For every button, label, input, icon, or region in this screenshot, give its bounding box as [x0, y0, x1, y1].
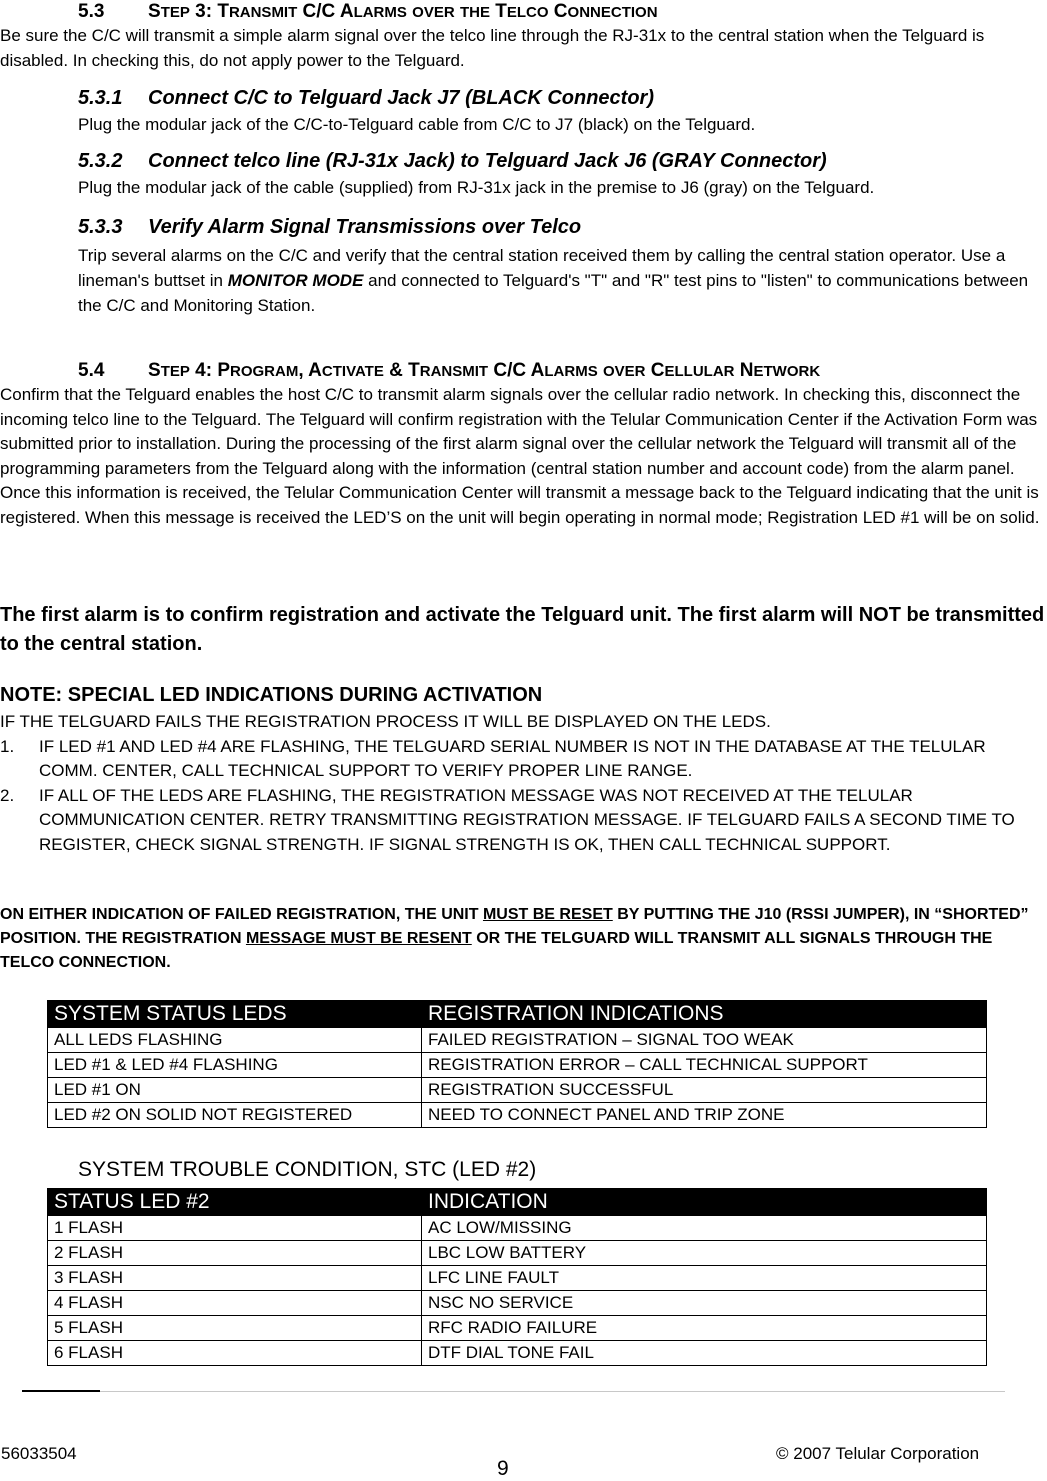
note-heading: NOTE: SPECIAL LED INDICATIONS DURING ACTIVATION — [0, 684, 543, 706]
section-number: 5.4 — [78, 360, 105, 381]
table-row: LED #2 ON SOLID NOT REGISTERED NEED TO CONNECT PANEL AND TRIP ZONE — [48, 1103, 987, 1128]
section-heading-5-3 — [78, 1, 658, 23]
table-header-cell: SYSTEM STATUS LEDS — [48, 1001, 422, 1028]
must-be-reset-emphasis: MUST BE RESET — [482, 906, 613, 923]
table-row: LED #1 ON REGISTRATION SUCCESSFUL — [48, 1078, 987, 1103]
subsection-heading-5-3-2: 5.3.2 Connect telco line (RJ-31x Jack) to Telguard Jack J6 (GRAY Connector) — [78, 150, 827, 172]
table-header-cell: INDICATION — [422, 1189, 987, 1216]
subsection-5-3-1-body: Plug the modular jack of the C/C-to-Telguard cable from C/C to J7 (black) on the Telguard. — [78, 115, 756, 134]
table-row: 3 FLASH LFC LINE FAULT — [48, 1266, 987, 1291]
note-body — [0, 710, 1047, 857]
subsection-heading-5-3-1: 5.3.1 Connect C/C to Telguard Jack J7 (BLACK Connector) — [78, 87, 654, 109]
section-title: STEP 3: TRANSMIT C/C ALARMS OVER THE TELCO CONNECTION — [148, 1, 658, 22]
footer-copyright: © 2007 Telular Corporation — [776, 1444, 980, 1463]
monitor-mode-emphasis: MONITOR MODE — [227, 271, 364, 290]
table-header-cell: STATUS LED #2 — [48, 1189, 422, 1216]
reset-warning: ON EITHER INDICATION OF FAILED REGISTRATION, THE UNIT MUST BE RESET BY PUTTING THE J10 (RSSI JUMPER), IN “SHORTED” POSITION. THE REGISTRATION MESSAGE MUST BE RESENT OR THE TELGUARD WILL TRANSMIT ALL SIGNALS THROUGH THE TELCO CONNECTION. — [0, 906, 1029, 971]
table-header-row — [48, 1189, 987, 1216]
first-alarm-note: The first alarm is to confirm registration and activate the Telguard unit. The first alarm will NOT be transmitted to the central station. — [0, 604, 1045, 655]
section-5-3-body: Be sure the C/C will transmit a simple alarm signal over the telco line through the RJ-31x to the central station when the Telguard is disabled. In checking this, do not apply power to the Telguard. — [0, 26, 985, 70]
section-heading-5-4 — [78, 360, 820, 382]
table-row: 6 FLASH DTF DIAL TONE FAIL — [48, 1341, 987, 1366]
subsection-5-3-3-body: Trip several alarms on the C/C and verify that the central station received them by calling the central station operator. Use a lineman's buttset in MONITOR MODE and connected to Telguard's "T" and "R" test pins to "listen" to communications between the C/C and Monitoring Station. — [78, 246, 1029, 315]
footer-page-number: 9 — [497, 1457, 509, 1480]
section-title: STEP 4: PROGRAM, ACTIVATE & TRANSMIT C/C ALARMS OVER CELLULAR NETWORK — [148, 360, 821, 381]
table-caption: SYSTEM TROUBLE CONDITION, STC (LED #2) — [78, 1158, 537, 1181]
table-row: 2 FLASH LBC LOW BATTERY — [48, 1241, 987, 1266]
footer-rule-accent — [22, 1390, 100, 1392]
table-header-cell: REGISTRATION INDICATIONS — [422, 1001, 987, 1028]
note-list-item: 1. IF LED #1 AND LED #4 ARE FLASHING, THE TELGUARD SERIAL NUMBER IS NOT IN THE DATABASE AT THE TELULAR COMM. CENTER, CALL TECHNICAL SUPPORT TO VERIFY PROPER LINE RANGE. — [0, 736, 986, 780]
table-row: 4 FLASH NSC NO SERVICE — [48, 1291, 987, 1316]
registration-indications-table — [47, 1000, 987, 1128]
subsection-5-3-2-body: Plug the modular jack of the cable (supplied) from RJ-31x jack in the premise to J6 (gray) on the Telguard. — [78, 178, 875, 197]
subsection-heading-5-3-3: 5.3.3 Verify Alarm Signal Transmissions over Telco — [78, 216, 582, 238]
note-list-item: 2. IF ALL OF THE LEDS ARE FLASHING, THE REGISTRATION MESSAGE WAS NOT RECEIVED AT THE TELULAR COMMUNICATION CENTER. RETRY TRANSMITTING REGISTRATION MESSAGE. IF TELGUARD FAILS A SECOND TIME TO REGISTER, CHECK SIGNAL STRENGTH. IF SIGNAL STRENGTH IS OK, THEN CALL TECHNICAL SUPPORT. — [0, 785, 1015, 854]
trouble-condition-table — [47, 1188, 987, 1366]
footer-rule — [100, 1391, 1005, 1392]
section-5-4-body: Confirm that the Telguard enables the host C/C to transmit alarm signals over the cellular radio network. In checking this, disconnect the incoming telco line to the Telguard. The Telguard will confirm registration with the Telular Communication Center if the Activation Form was submitted prior to installation. During the processing of the first alarm signal over the cellular network the Telguard will transmit all of the programming parameters from the Telguard along with the information (central station number and account code) from the alarm panel. Once this information is received, the Telular Communication Center will transmit a message back to the Telguard indicating that the unit is registered. When this message is received the LED’S on the unit will begin operating in normal mode; Registration LED #1 will be on solid. — [0, 385, 1040, 527]
table-row: 1 FLASH AC LOW/MISSING — [48, 1216, 987, 1241]
table-header-row — [48, 1001, 987, 1028]
message-must-be-resent-emphasis: MESSAGE MUST BE RESENT — [245, 930, 472, 947]
section-number: 5.3 — [78, 1, 105, 22]
note-intro: IF THE TELGUARD FAILS THE REGISTRATION PROCESS IT WILL BE DISPLAYED ON THE LEDS. — [0, 712, 771, 731]
table-row: LED #1 & LED #4 FLASHING REGISTRATION ERROR – CALL TECHNICAL SUPPORT — [48, 1053, 987, 1078]
table-row: ALL LEDS FLASHING FAILED REGISTRATION – SIGNAL TOO WEAK — [48, 1028, 987, 1053]
footer-doc-number: 56033504 — [1, 1444, 77, 1463]
table-row: 5 FLASH RFC RADIO FAILURE — [48, 1316, 987, 1341]
